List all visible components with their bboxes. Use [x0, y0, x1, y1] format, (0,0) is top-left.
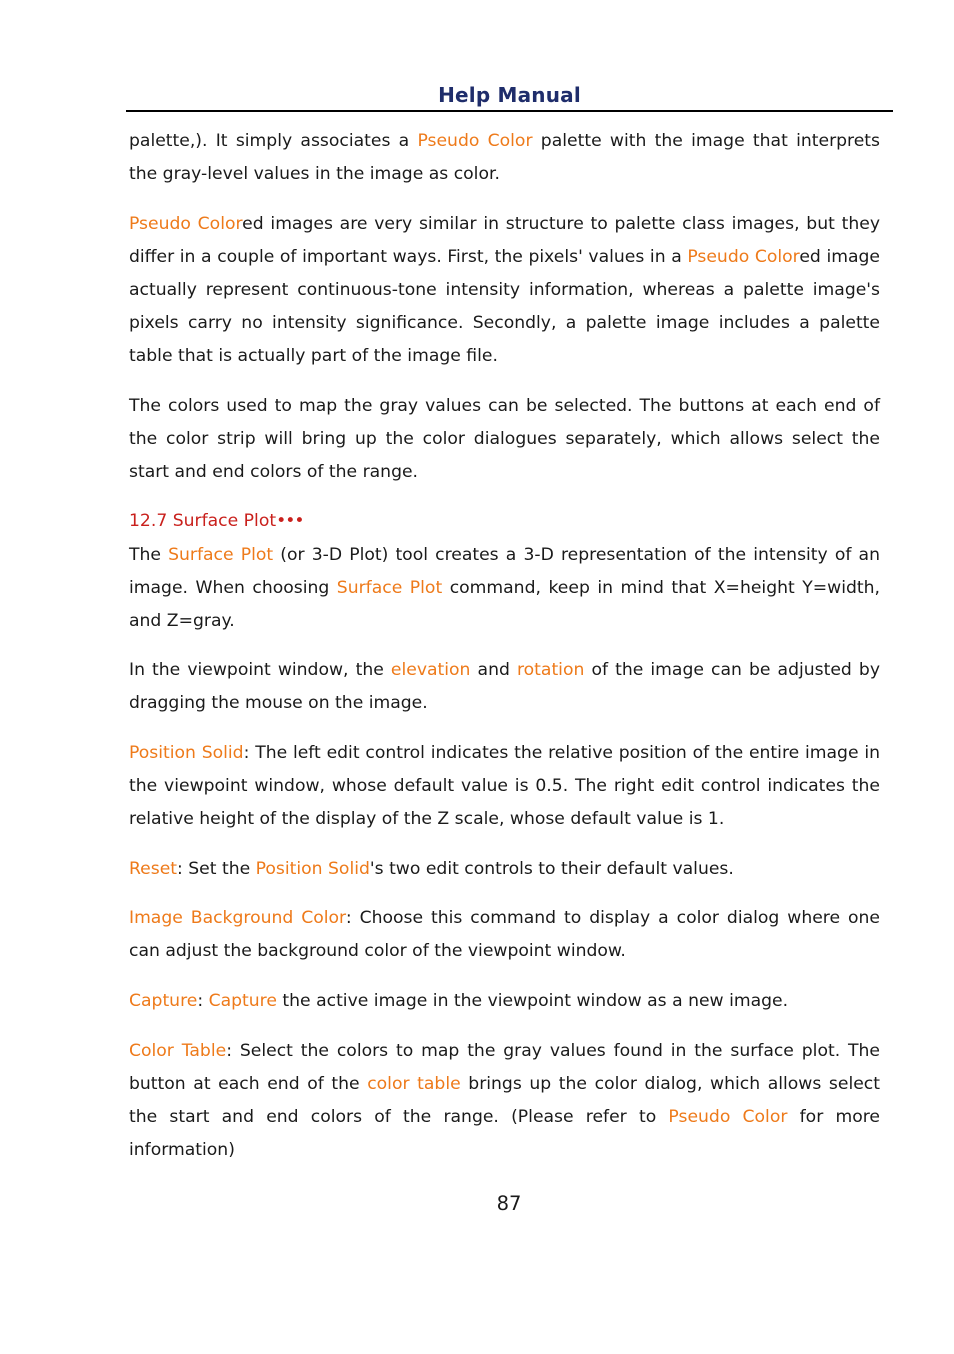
text-run: for more information)	[129, 1106, 880, 1160]
term-surface-plot: Surface Plot	[336, 577, 443, 598]
text-run: (or 3-D Plot) tool creates a 3-D representation of the intensity of an image. When choosing	[129, 544, 880, 598]
term-pseudo-color: Pseudo Color	[417, 131, 533, 151]
paragraph-viewpoint-window	[129, 654, 880, 720]
page-number: 87	[496, 1192, 522, 1215]
term-pseudo-color: Pseudo Color	[129, 213, 243, 234]
text-run: The	[129, 544, 169, 565]
text-run: :	[197, 991, 209, 1012]
term-pseudo-color: Pseudo Color	[668, 1106, 788, 1127]
page-header	[126, 82, 893, 112]
paragraph-surface-plot	[129, 539, 880, 638]
term-position-solid: Position Solid	[255, 858, 370, 879]
section-title: 12.7 Surface Plot	[129, 511, 277, 532]
paragraph-color-selection	[129, 390, 880, 489]
text-run: command, keep in mind that X=height Y=width, and Z=gray.	[129, 577, 880, 631]
section-heading-surface-plot	[129, 505, 880, 538]
text-run: palette,). It simply associates a	[129, 131, 418, 151]
text-run: : Choose this command to display a color dialog where one can adjust the background color of the viewpoint window.	[129, 908, 880, 962]
term-elevation: elevation	[390, 660, 471, 681]
section-dots: •••	[276, 511, 304, 532]
term-rotation: rotation	[516, 660, 585, 681]
text-run: the active image in the viewpoint window as a new image.	[276, 991, 789, 1012]
term-color-table: Color Table	[129, 1040, 227, 1061]
text-run: The colors used to map the gray values can be selected. The buttons at each end of the color strip will bring up the color dialogues separately, which allows select the start and end colors of the range.	[129, 395, 880, 482]
text-run: ed image actually represent continuous-tone intensity information, whereas a palette image's pixels carry no intensity significance. Secondly, a palette image includes a palette table that is actually part of the image file.	[129, 246, 880, 367]
term-capture: Capture	[129, 991, 198, 1012]
text-run: 's two edit controls to their default values.	[369, 858, 734, 879]
document-body	[129, 125, 880, 1167]
term-pseudo-color: Pseudo Color	[687, 246, 800, 267]
text-run: : Select the colors to map the gray values found in the surface plot. The button at each end of the	[129, 1040, 881, 1094]
term-surface-plot: Surface Plot	[168, 544, 274, 565]
term-capture: Capture	[208, 991, 277, 1012]
paragraph-position-solid	[129, 737, 880, 836]
text-run: of the image can be adjusted by dragging the mouse on the image.	[129, 660, 881, 714]
text-run: : Set the	[177, 858, 256, 879]
text-run: palette with the image that interprets the gray-level values in the image as color.	[129, 131, 881, 185]
paragraph-image-background-color	[129, 902, 880, 968]
term-color-table: color table	[367, 1073, 461, 1094]
text-run: brings up the color dialog, which allows select the start and end colors of the range. (Please refer to	[129, 1073, 880, 1127]
text-run: In the viewpoint window, the	[129, 660, 391, 681]
paragraph-pseudo-colored-images	[129, 208, 880, 373]
text-run: and	[470, 660, 517, 681]
paragraph-pseudo-color-intro	[129, 125, 880, 191]
paragraph-reset	[129, 853, 880, 886]
header-title: Help Manual	[438, 83, 581, 107]
term-image-background-color: Image Background Color	[129, 908, 346, 929]
paragraph-color-table	[129, 1035, 880, 1167]
text-run: ed images are very similar in structure to palette class images, but they differ in a couple of important ways. First, the pixels' values in a	[129, 213, 880, 267]
paragraph-capture	[129, 985, 880, 1018]
term-reset: Reset	[129, 858, 178, 879]
term-position-solid: Position Solid	[129, 743, 244, 763]
text-run: : The left edit control indicates the relative position of the entire image in the viewpoint window, whose default value is 0.5. The right edit control indicates the relative height of the display of the Z scale, whose default value is 1.	[129, 743, 880, 830]
